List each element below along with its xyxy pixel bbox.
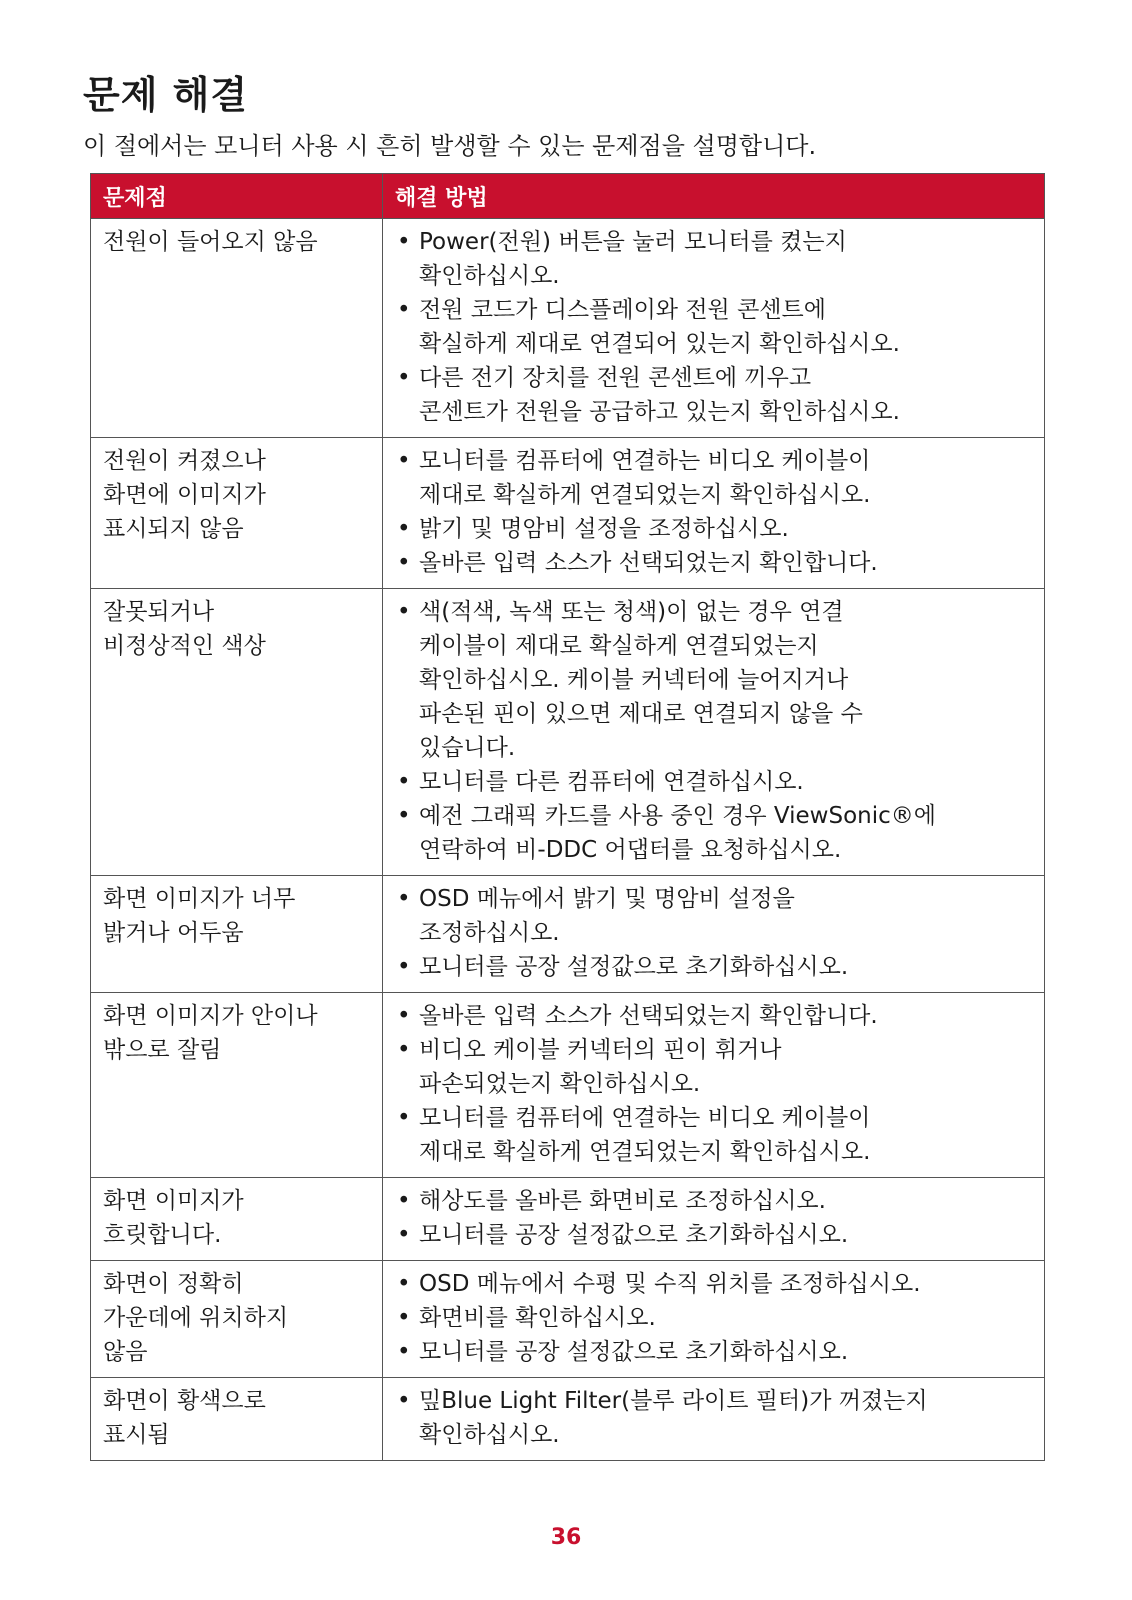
table-row — [91, 219, 1045, 438]
solution-cell — [383, 993, 1045, 1178]
solution-cell — [383, 589, 1045, 876]
problem-cell: 화면 이미지가 흐릿합니다. — [91, 1178, 383, 1261]
solution-item: • Power(전원) 버튼을 눌러 모니터를 켰는지 확인하십시오. — [395, 225, 1038, 293]
solution-item: • 다른 전기 장치를 전원 콘센트에 끼우고 콘센트가 전원을 공급하고 있는지 확인하십시오. — [395, 361, 1038, 429]
troubleshooting-table — [90, 173, 1045, 1461]
solution-item: • 예전 그래픽 카드를 사용 중인 경우 ViewSonic®에 연락하여 비-DDC 어댑터를 요청하십시오. — [395, 799, 1038, 867]
problem-cell: 화면 이미지가 너무 밝거나 어두움 — [91, 876, 383, 993]
table-row — [91, 1261, 1045, 1378]
problem-cell: 잘못되거나 비정상적인 색상 — [91, 589, 383, 876]
header-problem: 문제점 — [91, 174, 383, 219]
solution-list — [395, 444, 1038, 580]
problem-cell: 전원이 켜졌으나 화면에 이미지가 표시되지 않음 — [91, 438, 383, 589]
table-row — [91, 993, 1045, 1178]
table-header-row — [91, 174, 1045, 219]
solution-item: • 해상도를 올바른 화면비로 조정하십시오. — [395, 1184, 1038, 1218]
solution-item: • 올바른 입력 소스가 선택되었는지 확인합니다. — [395, 546, 1038, 580]
solution-list — [395, 999, 1038, 1169]
solution-list — [395, 1267, 1038, 1369]
table-row — [91, 1178, 1045, 1261]
solution-item: • 밝기 및 명암비 설정을 조정하십시오. — [395, 512, 1038, 546]
solution-list — [395, 1384, 1038, 1452]
problem-cell: 화면이 정확히 가운데에 위치하지 않음 — [91, 1261, 383, 1378]
solution-item: • 올바른 입력 소스가 선택되었는지 확인합니다. — [395, 999, 1038, 1033]
solution-item: • 밒Blue Light Filter(블루 라이트 필터)가 꺼졌는지 확인하십시오. — [395, 1384, 1038, 1452]
solution-item: • 모니터를 공장 설정값으로 초기화하십시오. — [395, 1335, 1038, 1369]
solution-item: • 화면비를 확인하십시오. — [395, 1301, 1038, 1335]
header-solution: 해결 방법 — [383, 174, 1045, 219]
solution-item: • 모니터를 공장 설정값으로 초기화하십시오. — [395, 1218, 1038, 1252]
solution-item: • 전원 코드가 디스플레이와 전원 콘센트에 확실하게 제대로 연결되어 있는지 확인하십시오. — [395, 293, 1038, 361]
solution-item: • 모니터를 다른 컴퓨터에 연결하십시오. — [395, 765, 1038, 799]
solution-item: • 비디오 케이블 커넥터의 핀이 휘거나 파손되었는지 확인하십시오. — [395, 1033, 1038, 1101]
solution-cell — [383, 1261, 1045, 1378]
solution-list — [395, 595, 1038, 867]
intro-text: 이 절에서는 모니터 사용 시 흔히 발생할 수 있는 문제점을 설명합니다. — [83, 132, 817, 160]
solution-item: • 모니터를 컴퓨터에 연결하는 비디오 케이블이 제대로 확실하게 연결되었는지 확인하십시오. — [395, 1101, 1038, 1169]
table-row — [91, 589, 1045, 876]
problem-cell: 전원이 들어오지 않음 — [91, 219, 383, 438]
solution-item: • OSD 메뉴에서 밝기 및 명암비 설정을 조정하십시오. — [395, 882, 1038, 950]
solution-list — [395, 882, 1038, 984]
solution-item: • 모니터를 공장 설정값으로 초기화하십시오. — [395, 950, 1038, 984]
solution-cell — [383, 438, 1045, 589]
table-row — [91, 876, 1045, 993]
solution-list — [395, 1184, 1038, 1252]
table-row — [91, 1378, 1045, 1461]
page-title: 문제 해결 — [83, 73, 249, 117]
page-number: 36 — [550, 1525, 582, 1550]
table-row — [91, 438, 1045, 589]
solution-item: • 색(적색, 녹색 또는 청색)이 없는 경우 연결 케이블이 제대로 확실하게 연결되었는지 확인하십시오. 케이블 커넥터에 늘어지거나 파손된 핀이 있으면 제대로 연결되지 않을 수 있습니다. — [395, 595, 1038, 765]
solution-item: • 모니터를 컴퓨터에 연결하는 비디오 케이블이 제대로 확실하게 연결되었는지 확인하십시오. — [395, 444, 1038, 512]
solution-cell — [383, 1178, 1045, 1261]
solution-list — [395, 225, 1038, 429]
solution-cell — [383, 876, 1045, 993]
solution-item: • OSD 메뉴에서 수평 및 수직 위치를 조정하십시오. — [395, 1267, 1038, 1301]
problem-cell: 화면 이미지가 안이나 밖으로 잘림 — [91, 993, 383, 1178]
solution-cell — [383, 1378, 1045, 1461]
solution-cell — [383, 219, 1045, 438]
problem-cell: 화면이 황색으로 표시됨 — [91, 1378, 383, 1461]
